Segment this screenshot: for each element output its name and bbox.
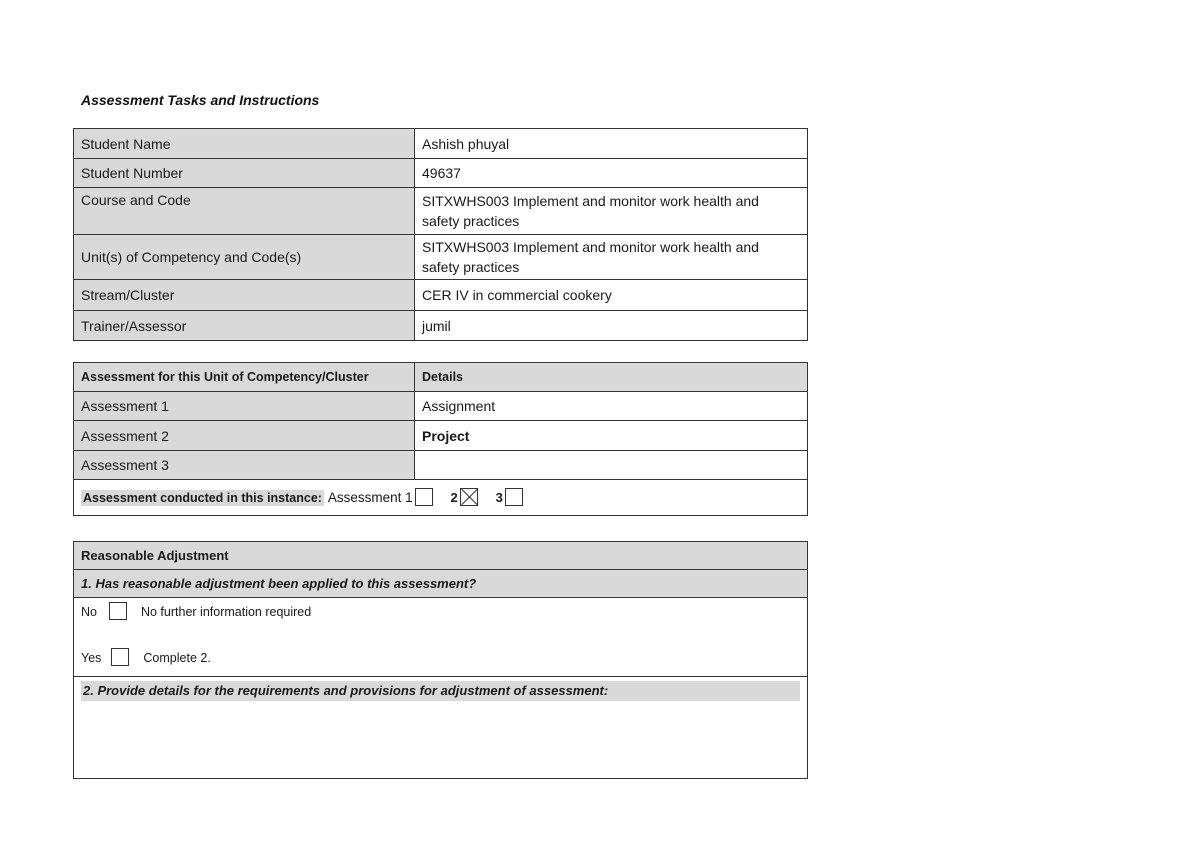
table-row: [74, 188, 808, 235]
question-2: 2. Provide details for the requirements and provisions for adjustment of assessment:: [81, 681, 800, 701]
table-row: [74, 129, 808, 159]
option-no: [81, 602, 800, 622]
assessment-3-checkbox[interactable]: [505, 488, 523, 506]
student-number-label: Student Number: [74, 159, 415, 188]
assessment-header-label: Assessment for this Unit of Competency/Cluster: [74, 363, 415, 392]
assessment-3-label: Assessment 3: [74, 451, 415, 480]
table-row: [74, 570, 808, 598]
question-1: 1. Has reasonable adjustment been applied to this assessment?: [74, 570, 808, 598]
table-row: [74, 677, 808, 779]
stream-cluster-label: Stream/Cluster: [74, 280, 415, 311]
assessment-option-2-label: 2: [450, 490, 458, 505]
assessment-1-label: Assessment 1: [74, 392, 415, 421]
assessment-3-value[interactable]: [415, 451, 808, 480]
table-row: [74, 159, 808, 188]
student-number-value[interactable]: 49637: [415, 159, 808, 188]
trainer-assessor-label: Trainer/Assessor: [74, 311, 415, 341]
unit-competency-label: Unit(s) of Competency and Code(s): [74, 235, 415, 280]
table-row: [74, 451, 808, 480]
assessment-conducted-text: Assessment 1: [327, 490, 413, 505]
reasonable-adjustment-table: [73, 541, 808, 779]
reasonable-adjustment-header: Reasonable Adjustment: [74, 542, 808, 570]
course-code-label: Course and Code: [74, 188, 415, 235]
stream-cluster-value[interactable]: CER IV in commercial cookery: [415, 280, 808, 311]
table-header-row: [74, 363, 808, 392]
option-no-checkbox[interactable]: [109, 602, 127, 620]
student-name-label: Student Name: [74, 129, 415, 159]
assessment-2-label: Assessment 2: [74, 421, 415, 451]
option-yes-checkbox[interactable]: [111, 648, 129, 666]
assessment-1-value[interactable]: Assignment: [415, 392, 808, 421]
option-no-label: No: [81, 605, 97, 619]
table-row: [74, 280, 808, 311]
page-title: Assessment Tasks and Instructions: [81, 92, 320, 108]
option-yes: [81, 648, 800, 668]
assessment-1-checkbox[interactable]: [415, 488, 433, 506]
option-no-text: No further information required: [140, 605, 312, 619]
assessment-table: [73, 362, 808, 516]
table-row: [74, 392, 808, 421]
assessment-conducted-cell: [74, 480, 808, 516]
unit-competency-value[interactable]: SITXWHS003 Implement and monitor work health and safety practices: [415, 235, 808, 280]
option-yes-text: Complete 2.: [143, 651, 211, 665]
assessment-conducted-label: Assessment conducted in this instance:: [83, 491, 322, 505]
assessment-2-checkbox[interactable]: [460, 488, 478, 506]
table-row: [74, 311, 808, 341]
assessment-2-value[interactable]: Project: [415, 421, 808, 451]
assessment-option-3-label: 3: [495, 490, 503, 505]
trainer-assessor-value[interactable]: jumil: [415, 311, 808, 341]
table-row: [74, 421, 808, 451]
option-yes-label: Yes: [81, 651, 102, 665]
adjustment-options-cell: [74, 598, 808, 677]
assessment-conducted-row: [74, 480, 808, 516]
table-row: [74, 235, 808, 280]
assessment-header-details: Details: [415, 363, 808, 392]
course-code-value[interactable]: SITXWHS003 Implement and monitor work health and safety practices: [415, 188, 808, 235]
table-header-row: [74, 542, 808, 570]
table-row: [74, 598, 808, 677]
student-details-table: [73, 128, 808, 341]
student-name-value[interactable]: Ashish phuyal: [415, 129, 808, 159]
question-2-cell[interactable]: [74, 677, 808, 779]
